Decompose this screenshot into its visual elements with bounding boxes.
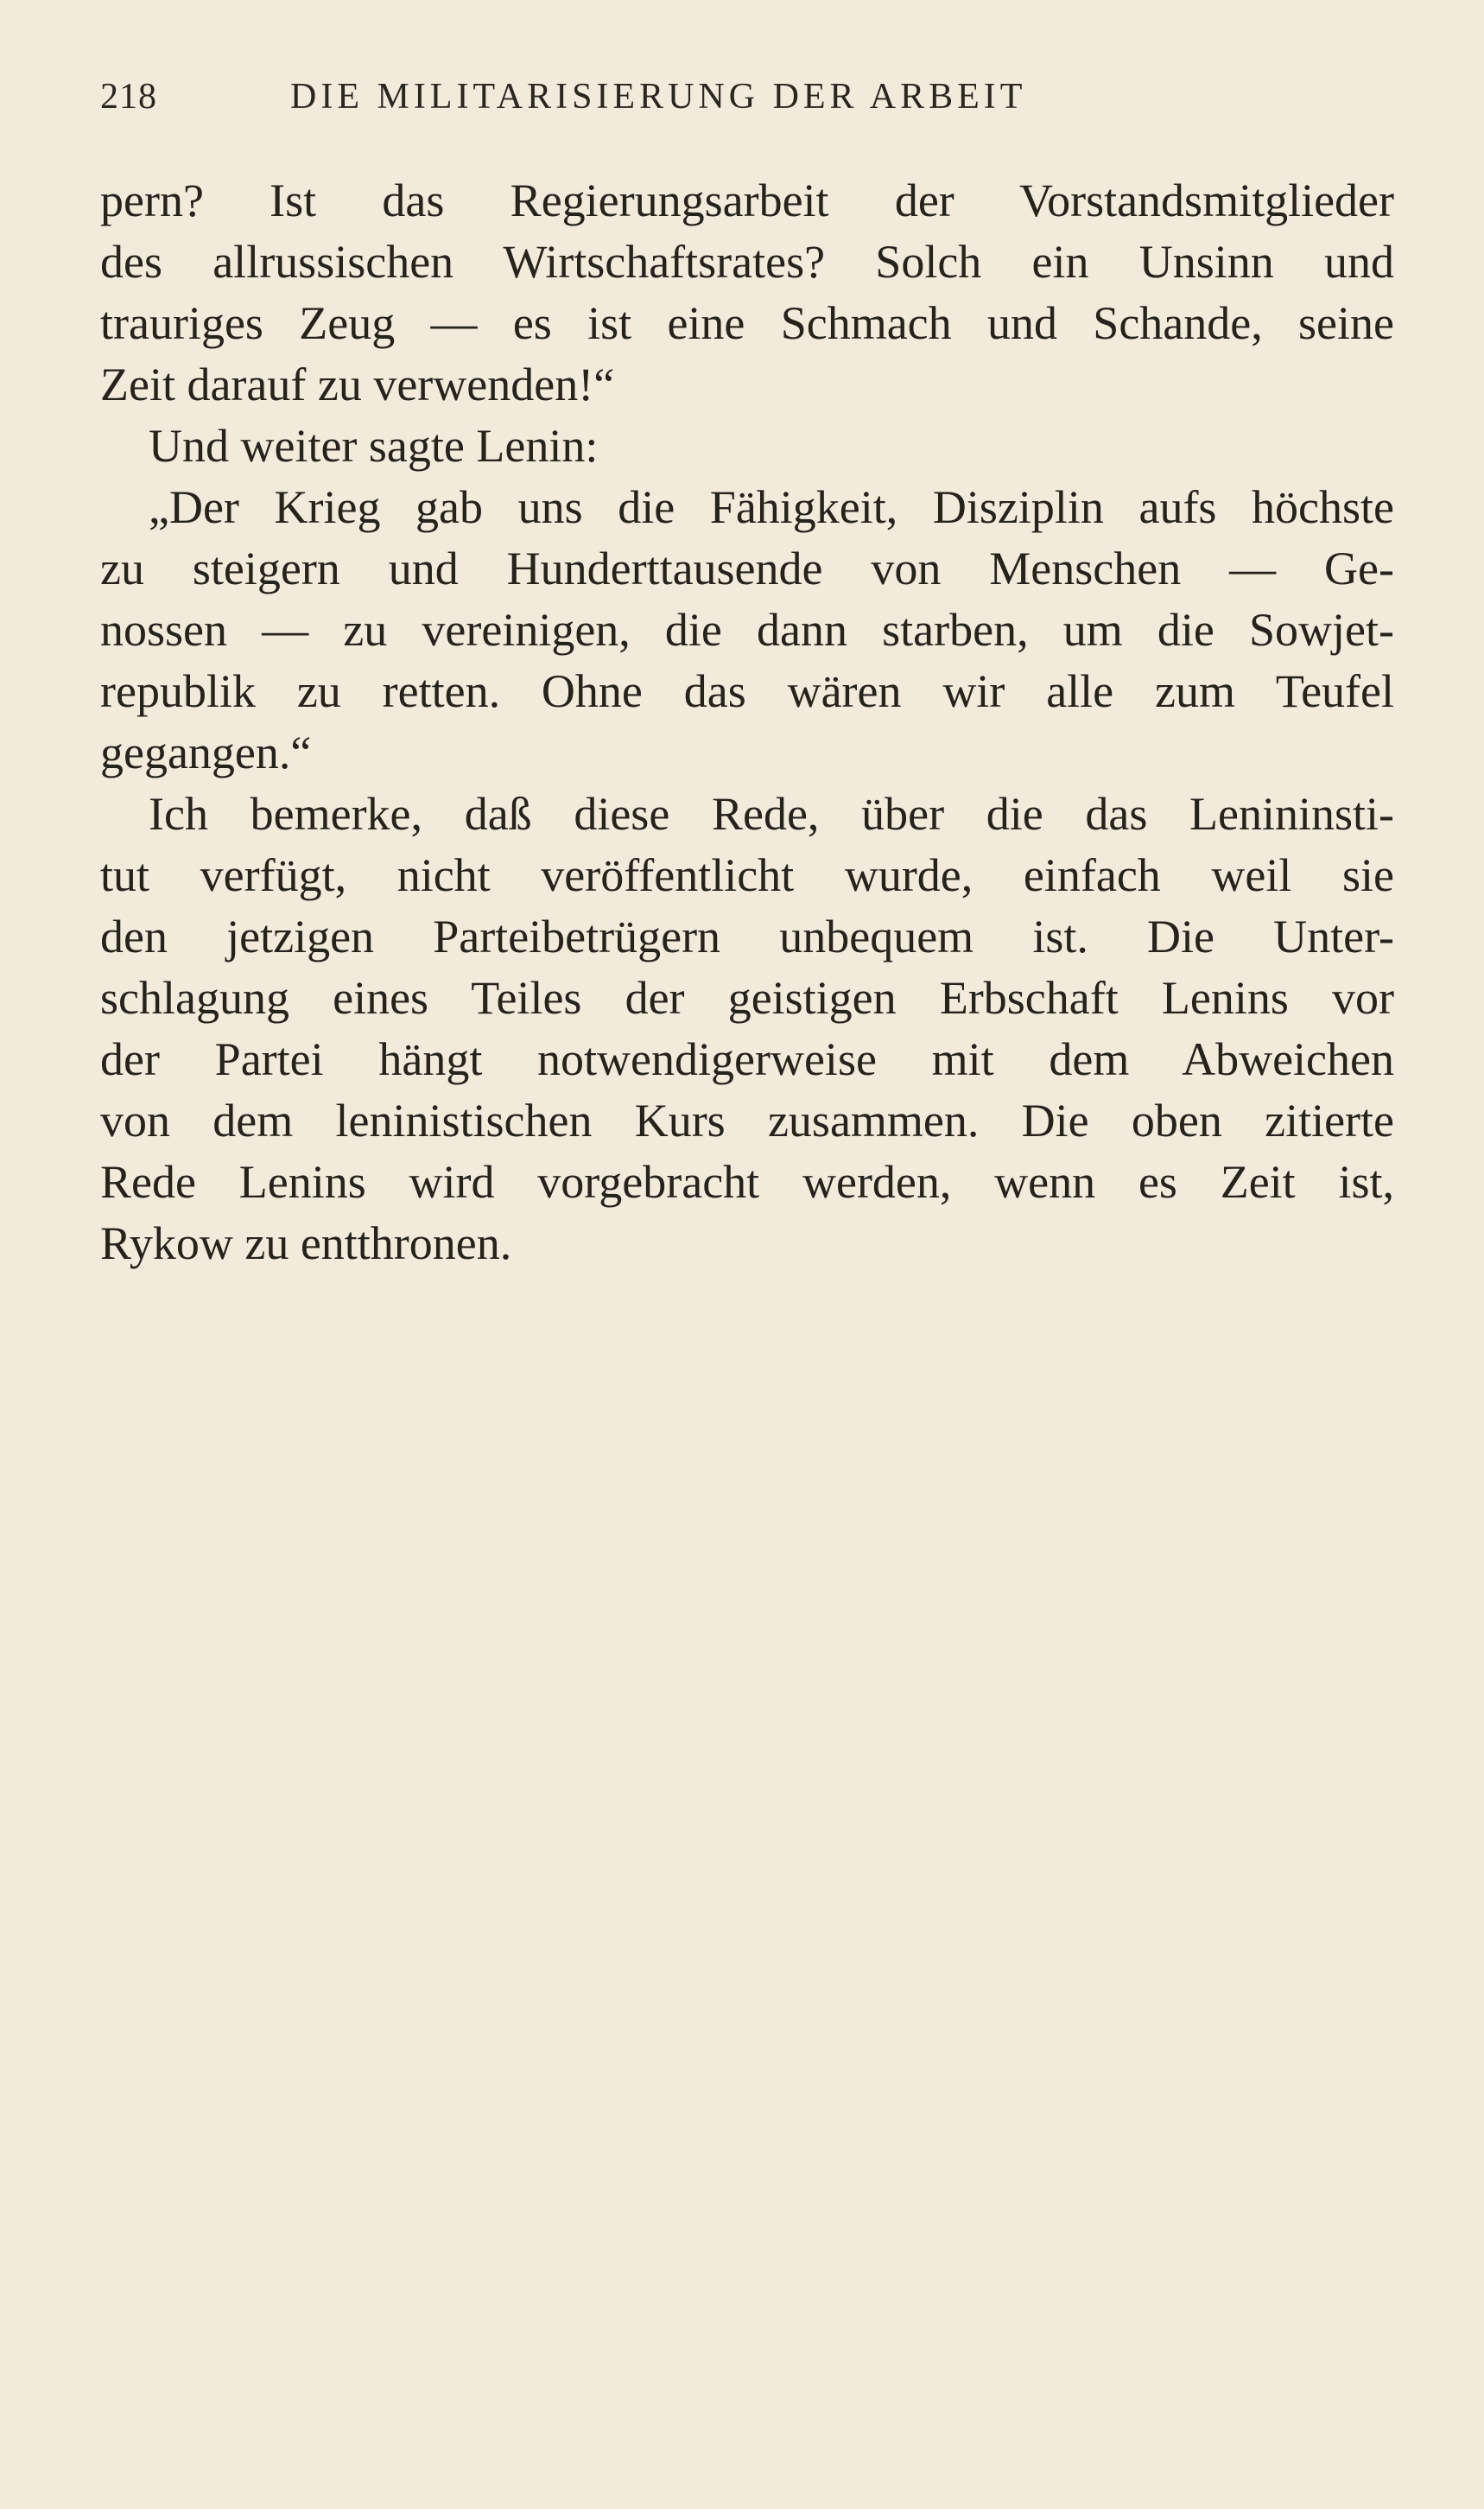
page-header <box>100 71 1392 123</box>
body-text <box>100 170 1394 1274</box>
text-line: Und weiter sagte Lenin: <box>149 420 599 472</box>
text-line: des allrussischen Wirtschaftsrates? Solch ein Unsinn und <box>100 236 1394 288</box>
text-line: den jetzigen Parteibetrügern unbequem ist. Die Unter- <box>100 911 1394 962</box>
text-line: trauriges Zeug — es ist eine Schmach und Schande, seine <box>100 297 1394 349</box>
text-line: nossen — zu vereinigen, die dann starben, um die Sowjet- <box>100 604 1394 656</box>
text-line: tut verfügt, nicht veröffentlicht wurde, einfach weil sie <box>100 849 1394 901</box>
running-title: DIE MILITARISIERUNG DER ARBEIT <box>290 77 1027 117</box>
text-line: Ich bemerke, daß diese Rede, über die das Lenininsti- <box>149 788 1394 840</box>
text-line: schlagung eines Teiles der geistigen Erbschaft Lenins vor <box>100 972 1394 1024</box>
text-line: gegangen.“ <box>100 727 312 778</box>
text-line: pern? Ist das Regierungsarbeit der Vorstandsmitglieder <box>100 175 1394 226</box>
text-line: Rede Lenins wird vorgebracht werden, wenn es Zeit ist, <box>100 1156 1394 1208</box>
page-number: 218 <box>100 77 157 117</box>
text-line: von dem leninistischen Kurs zusammen. Die oben zitierte <box>100 1095 1394 1147</box>
text-line: Rykow zu entthronen. <box>100 1217 512 1269</box>
text-line: republik zu retten. Ohne das wären wir alle zum Teufel <box>100 665 1394 717</box>
text-line: Zeit darauf zu verwenden!“ <box>100 359 615 410</box>
text-line: der Partei hängt notwendigerweise mit dem Abweichen <box>100 1033 1394 1085</box>
text-line: zu steigern und Hunderttausende von Menschen — Ge- <box>100 543 1394 594</box>
text-line: „Der Krieg gab uns die Fähigkeit, Disziplin aufs höchste <box>149 481 1394 533</box>
